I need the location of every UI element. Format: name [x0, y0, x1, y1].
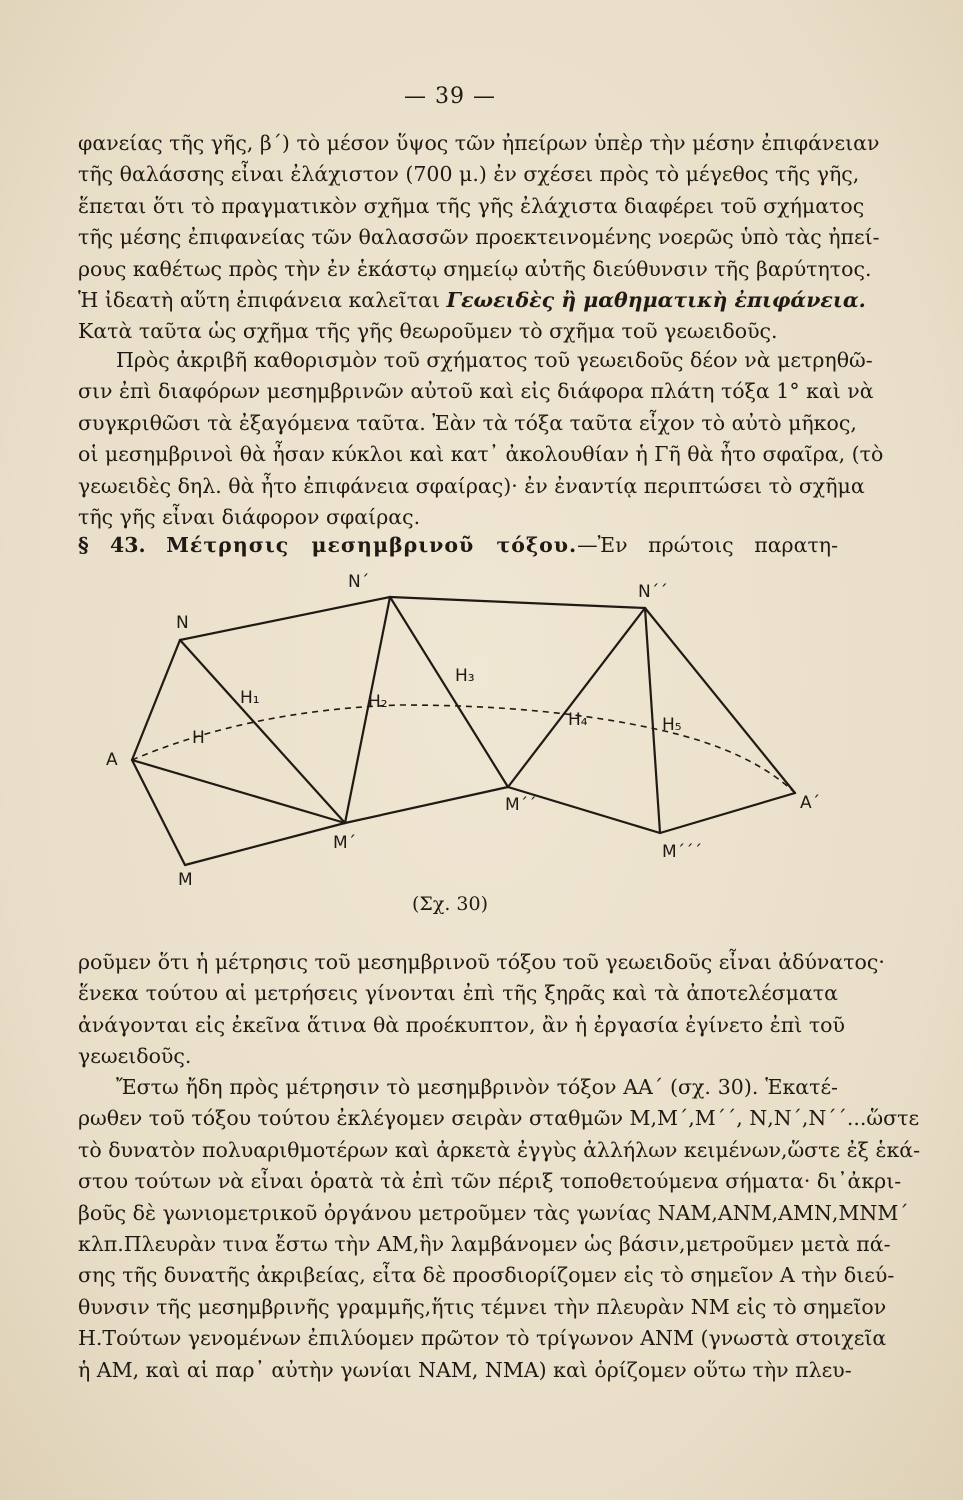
edge — [508, 608, 645, 787]
text-fragment: Ἡ ἰδεατὴ αὕτη ἐπιφάνεια καλεῖται — [78, 288, 447, 313]
text-line: ἡ ΑΜ, καὶ αἱ παρ᾿ αὐτὴν γωνίαι ΝΑΜ, ΝΜΑ) καὶ ὁρίζομεν οὕτω τὴν πλευ- — [78, 1357, 852, 1382]
geoid-term: Γεωειδὲς ἢ μαθηματικὴ ἐπιφάνεια. — [446, 288, 866, 313]
text-line: τὸ δυνατὸν πολυαριθμοτέρων καὶ ἀρκετὰ ἐγγὺς ἀλλήλων κειμένων,ὥστε ἐξ ἑκά- — [78, 1137, 921, 1162]
text-line: ἀνάγονται εἰς ἐκεῖνα ἅτινα θὰ προέκυπτον, ἂν ἡ ἐργασία ἐγίνετο ἐπὶ τοῦ — [78, 1012, 845, 1037]
text-line: ρωθεν τοῦ τόξου τούτου ἐκλέγομεν σειρὰν σταθμῶν Μ,Μ΄,Μ΄΄, Ν,Ν΄,Ν΄΄...ὥστε — [78, 1106, 920, 1131]
section-heading-line — [78, 530, 838, 561]
text-line: βοῦς δὲ γωνιομετρικοῦ ὀργάνου μετροῦμεν τὰς γωνίας ΝΑΜ,ΑΝΜ,ΑΜΝ,ΜΝΜ΄ — [78, 1200, 909, 1225]
edge — [132, 760, 185, 865]
text-line: τῆς μέσης ἐπιφανείας τῶν θαλασσῶν προεκτεινομένης νοερῶς ὑπὸ τὰς ἠπεί- — [78, 225, 880, 250]
text-line: γεωειδοῦς. — [78, 1044, 192, 1069]
label-N1: N΄ — [348, 572, 370, 592]
edge — [645, 608, 660, 833]
text-line: Κατὰ ταῦτα ὡς σχῆμα τῆς γῆς θεωροῦμεν τὸ σχῆμα τοῦ γεωειδοῦς. — [78, 319, 778, 344]
text-line: στου τούτων νὰ εἶναι ὁρατὰ τὰ ἐπὶ τῶν πέριξ τοποθετούμενα σήματα· δι᾿ἀκρι- — [78, 1169, 902, 1194]
section-number: § 43. — [78, 533, 146, 557]
edge — [645, 608, 795, 793]
edge — [660, 793, 795, 833]
meridian-arc — [132, 705, 795, 793]
text-line — [78, 530, 838, 561]
paragraph-4 — [78, 1072, 921, 1386]
edge — [390, 597, 645, 608]
edge — [390, 597, 508, 787]
edge — [132, 760, 345, 823]
figure-caption: (Σχ. 30) — [411, 893, 489, 915]
text-line: Πρὸς ἀκριβῆ καθορισμὸν τοῦ σχήματος τοῦ γεωειδοῦς δέον νὰ μετρηθῶ- — [116, 348, 873, 372]
section-text: —Ἐν πρώτοις παρατη- — [577, 533, 838, 557]
text-line: οἱ μεσημβρινοὶ θὰ ἦσαν κύκλοι καὶ κατ᾿ ἀκολουθίαν ἡ Γῆ θὰ ἦτο σφαῖρα, (τὸ — [78, 442, 884, 467]
edge — [345, 787, 508, 823]
text-line: τῆς γῆς εἶναι διάφορον σφαίρας. — [78, 505, 421, 530]
label-H4: H₄ — [568, 710, 588, 730]
label-H: H — [192, 728, 205, 748]
text-line: θυνσιν τῆς μεσημβρινῆς γραμμῆς,ἥτις τέμνει τὴν πλευρὰν ΝΜ εἰς τὸ σημεῖον — [78, 1294, 887, 1319]
text-line: κλπ.Πλευρὰν τινα ἔστω τὴν ΑΜ,ἣν λαμβάνομεν ὡς βάσιν,μετροῦμεν μετὰ πά- — [78, 1232, 891, 1257]
text-line: ἕπεται ὅτι τὸ πραγματικὸν σχῆμα τῆς γῆς ἐλάχιστα διαφέρει τοῦ σχήματος — [78, 193, 865, 218]
label-N: N — [176, 613, 189, 633]
text-line: ἕνεκα τούτου αἱ μετρήσεις γίνονται ἐπὶ τῆς ξηρᾶς καὶ τὰ ἀποτελέσματα — [78, 981, 838, 1006]
text-line: ρους καθέτως πρὸς τὴν ἐν ἑκάστῳ σημείῳ αὐτῆς διεύθυνσιν τῆς βαρύτητος. — [78, 256, 872, 281]
text-line: συγκριθῶσι τὰ ἐξαγόμενα ταῦτα. Ἐὰν τὰ τόξα ταῦτα εἶχον τὸ αὐτὸ μῆκος, — [78, 410, 857, 435]
label-M: M — [178, 870, 193, 890]
label-M3: M΄΄΄ — [662, 842, 703, 862]
text-line: φανείας τῆς γῆς, β΄) τὸ μέσον ὕψος τῶν ἠπείρων ὑπὲρ τὴν μέσην ἐπιφάνειαν — [78, 131, 880, 155]
label-A: A — [106, 750, 118, 770]
triangulation-diagram — [100, 565, 860, 915]
label-H1: H₁ — [240, 688, 260, 708]
label-M2: M΄΄ — [505, 795, 537, 815]
triangulation-figure — [100, 565, 860, 915]
text-line: τῆς θαλάσσης εἶναι ἐλάχιστον (700 μ.) ἐν σχέσει πρὸς τὸ μέγεθος τῆς γῆς, — [78, 162, 860, 187]
label-H3: H₃ — [455, 666, 475, 686]
paragraph-1 — [78, 128, 880, 348]
label-M1: M΄ — [333, 833, 357, 853]
page-number: — 39 — — [404, 84, 496, 109]
paragraph-2 — [78, 345, 884, 533]
section-title: Μέτρησις μεσημβρινοῦ τόξου. — [166, 533, 578, 557]
edge — [132, 640, 180, 760]
edge — [180, 597, 390, 640]
label-H2: H₂ — [368, 692, 388, 712]
text-line: σης τῆς δυνατῆς ἀκριβείας, εἶτα δὲ προσδιορίζομεν εἰς τὸ σημεῖον Α τὴν διεύ- — [78, 1263, 895, 1288]
text-line: Ἔστω ἤδη πρὸς μέτρησιν τὸ μεσημβρινὸν τόξον ΑΑ΄ (σχ. 30). Ἑκατέ- — [116, 1075, 838, 1099]
edge — [185, 823, 345, 865]
label-A1: A΄ — [800, 793, 821, 813]
label-H5: H₅ — [662, 715, 682, 735]
text-line: ροῦμεν ὅτι ἡ μέτρησις τοῦ μεσημβρινοῦ τόξου τοῦ γεωειδοῦς εἶναι ἀδύνατος· — [78, 950, 885, 974]
paragraph-3 — [78, 947, 885, 1073]
text-line: γεωειδὲς δηλ. θὰ ἦτο ἐπιφάνεια σφαίρας)· ἐν ἐναντίᾳ περιπτώσει τὸ σχῆμα — [78, 473, 865, 498]
text-line: Η.Τούτων γενομένων ἐπιλύομεν πρῶτον τὸ τρίγωνον ΑΝΜ (γνωστὰ στοιχεῖα — [78, 1326, 887, 1351]
text-line — [78, 285, 866, 316]
label-N2: N΄΄ — [638, 582, 668, 602]
text-line: σιν ἐπὶ διαφόρων μεσημβρινῶν αὐτοῦ καὶ εἰς διάφορα πλάτη τόξα 1° καὶ νὰ — [78, 379, 874, 404]
